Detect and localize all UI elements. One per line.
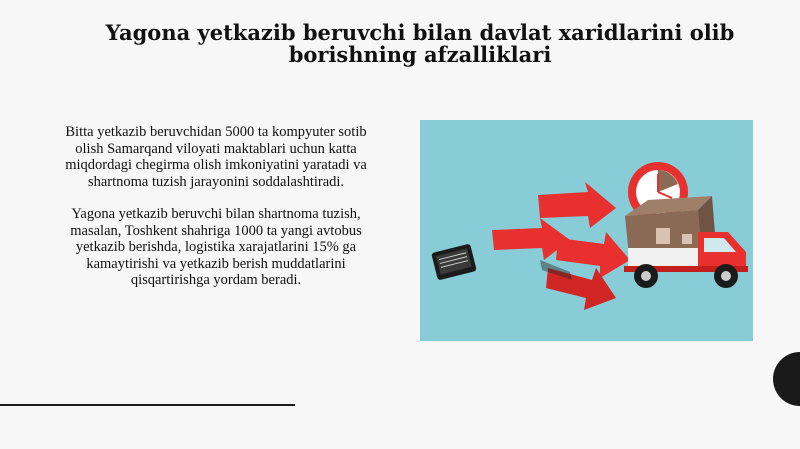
arrow-icon [492,182,630,310]
illustration-svg [420,120,753,341]
laptop-icon [431,244,477,281]
slide-body [52,124,380,305]
decorative-circle [773,352,800,406]
delivery-illustration [420,120,753,341]
decorative-divider [0,404,295,406]
slide-title: Yagona yetkazib beruvchi bilan davlat xaridlarini olib borishning afzalliklari [105,20,735,67]
paragraph-2: Yagona yetkazib beruvchi bilan shartnoma tuzish, masalan, Toshkent shahriga 1000 ta yangi avtobus yetkazib berishda, logistika xarajatlarini 15% ga kamaytirishi va yetkazib berish muddatlarini qisqartirishga yordam beradi. [70,206,362,288]
paragraph-1: Bitta yetkazib beruvchidan 5000 ta kompyuter sotib olish Samarqand viloyati maktablari uchun katta miqdordagi chegirma olish imkoniyatini yaratadi va shartnoma tuzish jarayonini soddalashtiradi. [65,124,367,190]
